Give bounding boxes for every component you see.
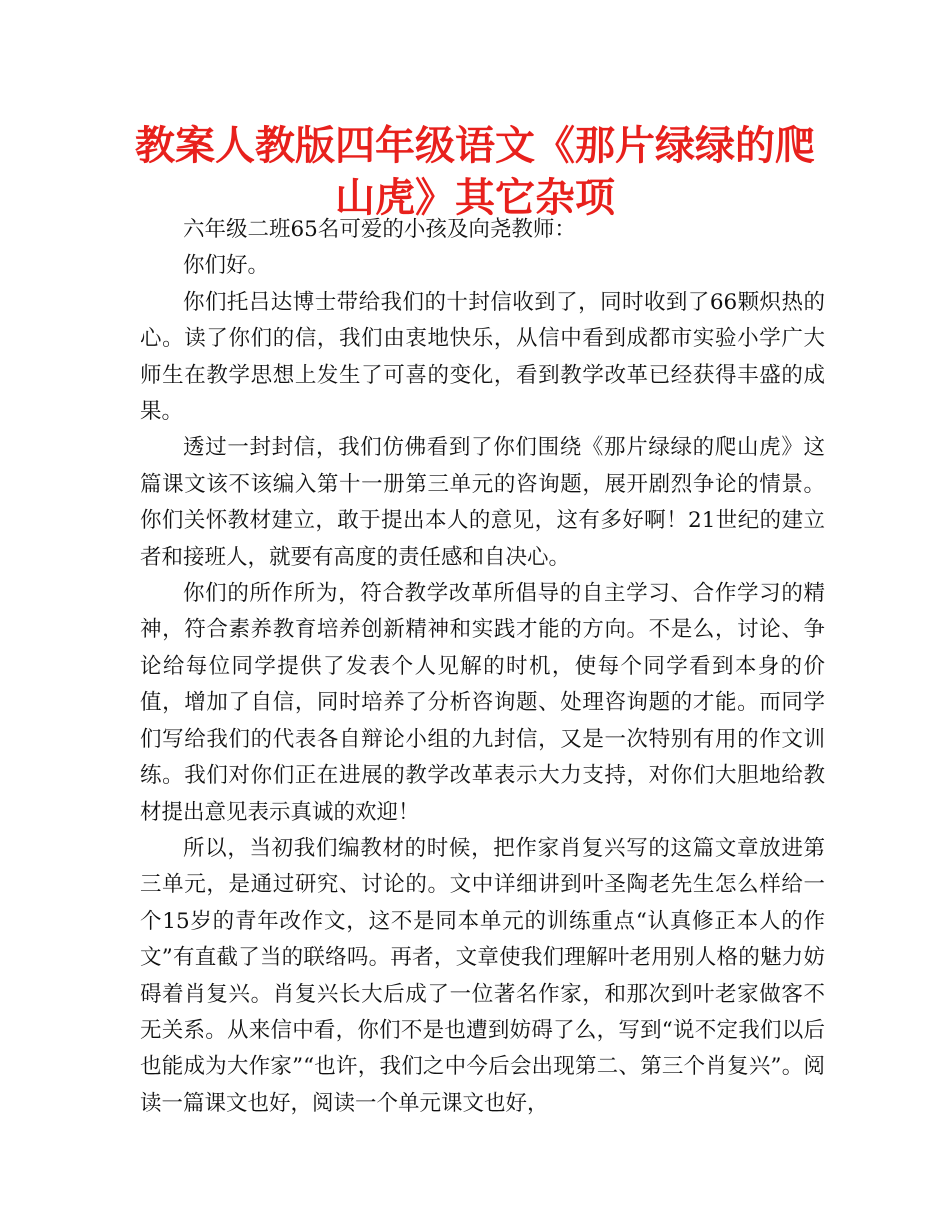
paragraph: 你们托吕达博士带给我们的十封信收到了，同时收到了66颗炽热的心。读了你们的信，我们由衷地快乐，从信中看到成都市实验小学广大师生在教学思想上发生了可喜的变化，看到教学改革已经获得丰盛的成果。 <box>140 289 825 425</box>
paragraph-greeting: 你们好。 <box>183 253 270 279</box>
paragraph: 所以，当初我们编教材的时候，把作家肖复兴写的这篇文章放进第三单元，是通过研究、讨论的。文中详细讲到叶圣陶老先生怎么样给一个15岁的青年改作文，这不是同本单元的训练重点“认真修正本人的作文”有直截了当的联络吗。再者，文章使我们理解叶老用别人格的魅力妨碍着肖复兴。肖复兴长大后成了一位著名作家，和那次到叶老家做客不无关系。从来信中看，你们不是也遭到妨碍了么，写到“说不定我们以后也能成为大作家”“也许，我们之中今后会出现第二、第三个肖复兴”。阅读一篇课文也好，阅读一个单元课文也好， <box>140 835 825 1116</box>
document-title: 教案人教版四年级语文《那片绿绿的爬山虎》其它杂项 <box>135 123 815 221</box>
paragraph-salutation: 六年级二班65名可爱的小孩及向尧教师： <box>183 217 576 242</box>
document-body <box>140 212 825 1122</box>
paragraph: 你们的所作所为，符合教学改革所倡导的自主学习、合作学习的精神，符合素养教育培养创新精神和实践才能的方向。不是么，讨论、争论给每位同学提供了发表个人见解的时机，使每个同学看到本身的价值，增加了自信，同时培养了分析咨询题、处理咨询题的才能。而同学们写给我们的代表各自辩论小组的九封信，又是一次特别有用的作文训练。我们对你们正在进展的教学改革表示大力支持，对你们大胆地给教材提出意见表示真诚的欢迎！ <box>140 581 825 825</box>
paragraph: 透过一封封信，我们仿佛看到了你们围绕《那片绿绿的爬山虎》这篇课文该不该编入第十一册第三单元的咨询题，展开剧烈争论的情景。你们关怀教材建立，敢于提出本人的意见，这有多好啊！21世纪的建立者和接班人，就要有高度的责任感和自决心。 <box>140 435 825 570</box>
